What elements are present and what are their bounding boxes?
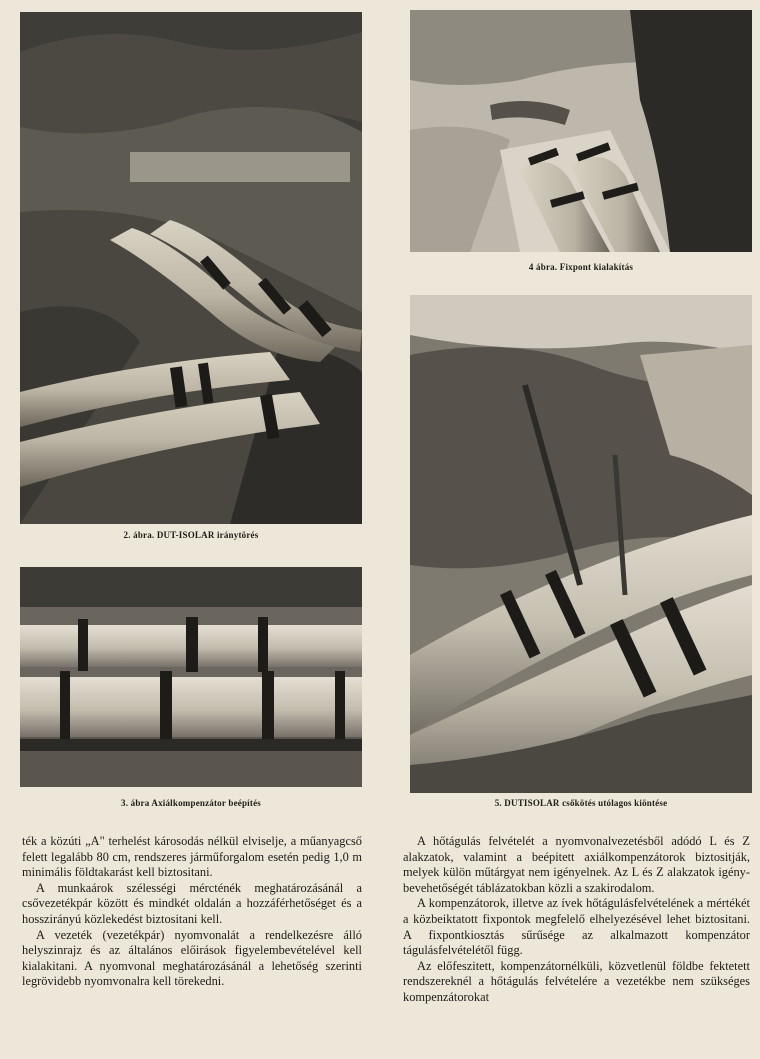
figure-2-caption: 2. ábra. DUT-ISOLAR iránytörés [123,530,259,540]
right-text-column [403,834,750,1006]
left-text-column [22,834,362,990]
left-paragraph-1: ték a közúti „A" terhelést károsodás nélkül elviselje, a műanyagcső felett legalább 80 cm, rendszeres járműforgalom esetén pedig 1,0 m minimális földtakarást kell biztositani. [22,834,362,880]
figure-5-caption: 5. DUTISOLAR csőkötés utólagos kiöntése [494,798,668,808]
figure-3-photo [20,567,362,787]
figure-5-photo [410,295,752,793]
right-paragraph-1: A hőtágulás felvételét a nyomvonalvezetésből adódó L és Z alakzatok, valamint a beépitett axiálkompenzátorok biztositják, melyek külön műtárgyat nem igényelnek. Az L és Z alakzatok igénybevehetőségét táblázatokban közli a szakirodalom. [403,834,750,895]
figure-2-photo [20,12,362,524]
right-paragraph-3: Az előfeszitett, kompenzátornélküli, közvetlenül földbe fektetett rendszereknél a hőtágulás felvételére a vezetékbe nem szükséges kompenzátorokat [403,958,750,1004]
left-paragraph-2: A munkaárok szélességi mércténék meghatározásánál a csővezetékpár között és mindkét oldalán a hozzáférhetőséget és a hosszirányú közlekedést biztositani kell. [22,880,362,926]
right-paragraph-2: A kompenzátorok, illetve az ívek hőtágulásfelvételének a mértékét a közbeiktatott fixpontok megfelelő elhelyezésével lehet biztositani. A fixpontkiosztás sűrűsége az alkalmazott kompenzátor tágulásfelvételétől függ. [403,896,750,958]
left-paragraph-3: A vezeték (vezetékpár) nyomvonalát a rendelkezésre álló helyszinrajz és az általános előirások figyelembevételével kell kialakitani. A nyomvonal meghatározásánál a lehetőség szerinti legrövidebb nyomvonalra kell törekedni. [22,927,362,989]
figure-4-photo [410,10,752,252]
figure-3-caption: 3. ábra Axiálkompenzátor beépítés [121,798,261,808]
figure-4-caption: 4 ábra. Fixpont kialakítás [528,262,634,272]
